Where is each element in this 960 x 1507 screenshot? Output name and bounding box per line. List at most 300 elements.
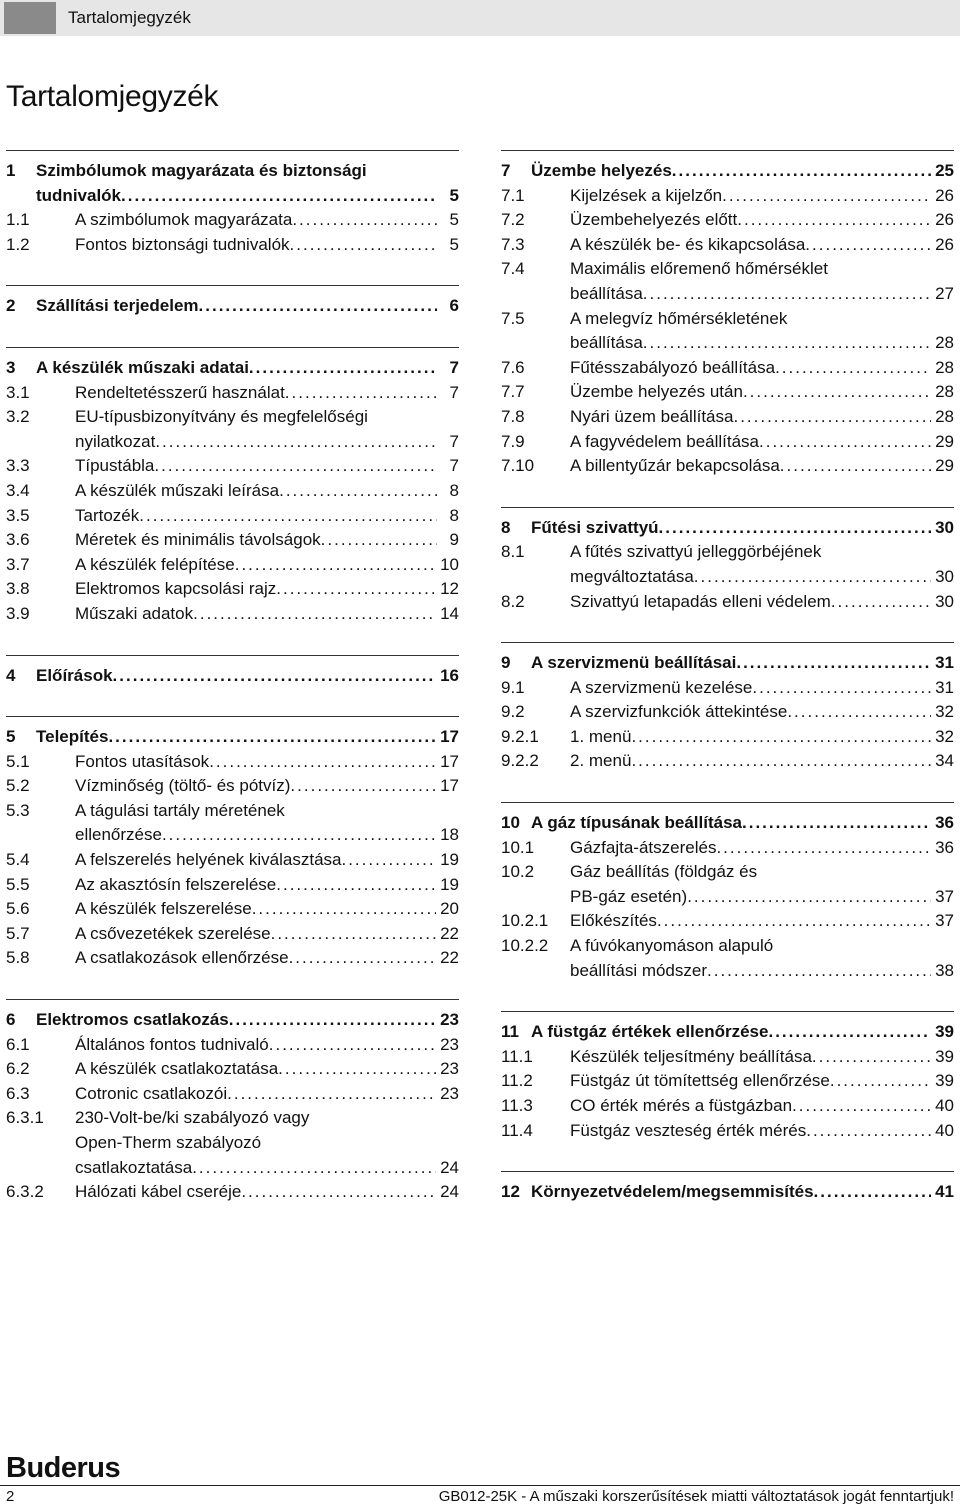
toc-entry-number: 1.2 [6,234,30,254]
toc-subsection-entry[interactable] [6,1180,459,1205]
toc-entry-title-wrap [75,873,436,898]
toc-subsection-entry[interactable] [501,725,954,750]
toc-entry-title: Elektromos kapcsolási rajz [75,579,277,599]
toc-entry-title: Fűtésszabályozó beállítása [570,357,776,377]
toc-dot-leader [806,1119,931,1144]
toc-page-number: 30 [935,591,954,611]
toc-entry-number: 5 [6,727,16,747]
toc-dot-leader [271,922,436,947]
toc-subsection-entry[interactable] [6,897,459,922]
toc-entry-title: Üzembehelyezés előtt [570,210,738,230]
toc-subsection-entry[interactable] [501,405,954,430]
toc-subsection-entry[interactable] [501,1045,954,1070]
toc-entry-number: 11.4 [501,1120,533,1140]
toc-entry-title-wrap [570,1119,931,1144]
toc-entry-number: 11.3 [501,1096,533,1115]
toc-entry-title-wrap [570,909,931,934]
toc-entry-title: Gáz beállítás (földgáz és [570,862,758,882]
toc-entry-title: A készülék be- és kikapcsolása [570,234,806,254]
toc-dot-leader [269,1033,436,1058]
toc-entry-title: Cotronic csatlakozói [75,1083,228,1103]
toc-section [6,716,459,971]
toc-entry-number: 3.9 [6,603,30,623]
toc-entry-title-wrap [75,799,437,824]
toc-dot-leader [672,159,931,184]
toc-subsection-entry[interactable] [6,1033,459,1058]
toc-subsection-entry[interactable] [6,1156,459,1181]
toc-subsection-entry[interactable] [6,1106,459,1131]
toc-page-number: 17 [440,776,459,796]
toc-entry-title: EU-típusbizonyítvány és megfelelőségi [75,407,368,427]
toc-dot-leader [814,1180,932,1205]
toc-page-number: 26 [935,210,954,230]
toc-entry-number: 7.1 [501,185,525,205]
toc-entry-number: 10 [501,813,520,833]
toc-page-number: 23 [440,1010,459,1030]
toc-dot-leader [209,750,436,775]
toc-entry-title-wrap [75,208,437,233]
toc-dot-leader [736,651,931,676]
toc-subsection-entry[interactable] [6,233,459,258]
toc-subsection-entry[interactable] [6,1082,459,1107]
header-marker [4,2,56,34]
toc-entry-number: 3.2 [6,407,30,427]
toc-subsection-entry[interactable] [6,922,459,947]
toc-entry-title: tudnivalók [36,185,122,205]
toc-dot-leader [139,504,437,529]
toc-entry-title-wrap [570,540,932,565]
toc-entry-number: 6.3.1 [6,1108,44,1128]
toc-entry-title: Általános fontos tudnivaló [75,1034,269,1054]
toc-entry-title-wrap [570,934,932,959]
toc-subsection-entry[interactable] [6,430,459,455]
toc-entry-title: Hálózati kábel cseréje [75,1182,242,1202]
toc-page-number: 5 [449,234,459,254]
toc-entry-number: 7 [501,161,511,180]
toc-entry-title: A szervizmenü beállításai [531,653,737,673]
toc-entry-title: A szervizmenü kezelése [570,677,753,697]
toc-page-number: 14 [440,603,459,623]
toc-page-number: 6 [449,296,459,316]
toc-entry-title: A füstgáz értékek ellenőrzése [531,1022,769,1042]
toc-dot-leader [121,184,437,209]
toc-entry-number: 4 [6,665,16,685]
toc-entry-title: csatlakoztatása [75,1157,193,1177]
toc-subsection-entry[interactable] [6,873,459,898]
section-gap [6,971,459,999]
toc-entry-title-wrap [570,208,931,233]
toc-entry-number: 9.2 [501,702,525,722]
toc-section [501,642,954,774]
toc-entry-title: Füstgáz út tömítettség ellenőrzése [570,1071,830,1091]
toc-dot-leader [192,1156,436,1181]
toc-entry-title: Előkészítés [570,911,657,931]
toc-entry-number: 6 [6,1010,16,1030]
toc-entry-title-wrap [36,159,437,184]
section-gap [6,257,459,285]
toc-entry-title-wrap [570,1045,931,1070]
toc-subsection-entry[interactable] [501,233,954,258]
toc-dot-leader [743,380,931,405]
toc-subsection-entry[interactable] [501,356,954,381]
section-gap [501,479,954,507]
toc-subsection-entry[interactable] [501,307,954,332]
toc-page-number: 22 [440,923,459,943]
toc-chapter-entry[interactable] [501,159,954,184]
toc-entry-title-wrap [570,860,932,885]
toc-dot-leader [285,381,437,406]
toc-entry-title: Rendeltetésszerű használat [75,382,285,402]
toc-subsection-entry[interactable] [501,1119,954,1144]
toc-entry-title: A fúvókanyomáson alapuló [570,936,774,956]
toc-entry-number: 3.1 [6,382,30,402]
toc-entry-title-wrap [75,233,437,258]
toc-entry-number: 7.8 [501,406,525,426]
toc-page-number: 24 [440,1157,459,1177]
toc-chapter-entry[interactable] [501,1020,954,1045]
toc-subsection-entry[interactable] [501,836,954,861]
toc-page-number: 30 [935,517,954,537]
toc-subsection-entry[interactable] [6,946,459,971]
toc-subsection-entry[interactable] [501,331,954,356]
toc-subsection-entry[interactable] [501,885,954,910]
toc-dot-leader [341,848,436,873]
toc-entry-title-wrap [570,430,931,455]
footer-divider [0,1485,960,1486]
toc-entry-number: 10.2.2 [501,936,549,956]
toc-entry-title: Maximális előremenő hőmérséklet [570,259,828,279]
toc-page-number: 31 [935,653,954,673]
toc-dot-leader [787,700,931,725]
toc-section [6,347,459,627]
toc-subsection-entry[interactable] [501,380,954,405]
toc-entry-number: 7.4 [501,259,525,279]
toc-entry-title: A szervizfunkciók áttekintése [570,702,788,722]
toc-page-number: 28 [935,382,954,402]
toc-subsection-entry[interactable] [6,823,459,848]
toc-dot-leader [278,1057,436,1082]
section-gap [6,319,459,347]
toc-subsection-entry[interactable] [501,934,954,959]
toc-entry-title-wrap [75,577,436,602]
toc-page-number: 18 [440,825,459,845]
toc-subsection-entry[interactable] [501,959,954,984]
toc-chapter-entry[interactable] [6,356,459,381]
toc-entry-title-wrap [75,750,436,775]
toc-page-number: 24 [440,1182,459,1202]
toc-entry-title: A készülék csatlakoztatása [75,1059,279,1079]
toc-entry-number: 8.1 [501,542,525,562]
toc-chapter-entry[interactable] [501,651,954,676]
toc-entry-title-wrap [75,504,437,529]
toc-page-number: 8 [449,505,459,525]
toc-section [501,802,954,983]
toc-entry-title: 1. menü [570,726,632,746]
toc-chapter-entry[interactable] [6,159,459,184]
toc-page-number: 32 [935,726,954,746]
toc-entry-title-wrap [75,553,436,578]
toc-entry-number: 12 [501,1182,520,1202]
toc-dot-leader [759,430,931,455]
toc-entry-number: 11 [501,1022,519,1042]
toc-dot-leader [830,1069,931,1094]
toc-subsection-entry[interactable] [6,1057,459,1082]
toc-entry-title: beállítása [570,283,643,303]
toc-entry-title-wrap [75,405,437,430]
toc-entry-title-wrap [75,897,436,922]
toc-entry-number: 5.1 [6,751,30,771]
toc-page-number: 26 [935,185,954,205]
toc-subsection-entry[interactable] [6,1131,459,1156]
toc-entry-title: Az akasztósín felszerelése [75,874,277,894]
toc-page-number: 37 [935,886,954,906]
toc-subsection-entry[interactable] [6,553,459,578]
toc-subsection-entry[interactable] [501,676,954,701]
toc-page-number: 17 [440,727,459,747]
toc-subsection-entry[interactable] [501,565,954,590]
toc-entry-title: Környezetvédelem/megsemmisítés [531,1182,814,1202]
toc-entry-title-wrap [36,664,436,689]
toc-page-number: 29 [935,431,954,451]
toc-page-number: 36 [935,837,954,857]
toc-entry-number: 1 [6,161,16,180]
toc-subsection-entry[interactable] [501,860,954,885]
toc-entry-number: 2 [6,296,16,316]
toc-dot-leader [812,1045,931,1070]
toc-subsection-entry[interactable] [501,430,954,455]
toc-page-number: 38 [935,960,954,980]
toc-section [6,150,459,257]
toc-page-number: 28 [935,406,954,426]
toc-entry-title-wrap [36,184,437,209]
toc-entry-number: 1.1 [6,210,30,230]
toc-entry-title-wrap [570,184,931,209]
toc-dot-leader [768,1020,931,1045]
header-bar [0,0,960,36]
toc-entry-title: Kijelzések a kijelzőn [570,185,723,205]
toc-subsection-entry[interactable] [6,750,459,775]
toc-page-number: 28 [935,357,954,377]
toc-entry-title: Elektromos csatlakozás [36,1010,229,1030]
toc-subsection-entry[interactable] [501,454,954,479]
toc-dot-leader [775,356,931,381]
toc-right-column [501,150,954,1205]
toc-entry-title: Üzembe helyezés után [570,382,743,402]
toc-subsection-entry[interactable] [501,257,954,282]
toc-subsection-entry[interactable] [501,540,954,565]
section-gap [6,627,459,655]
toc-page-number: 22 [440,948,459,968]
toc-page-number: 7 [449,382,459,402]
toc-dot-leader [631,725,931,750]
toc-entry-number: 8.2 [501,591,525,611]
toc-entry-title: Méretek és minimális távolságok [75,530,321,550]
toc-dot-leader [694,565,931,590]
footer-notice: GB012-25K - A műszaki korszerűsítések miatti változtatások jogát fenntartjuk! [438,1488,954,1505]
toc-page-number: 27 [935,283,954,303]
toc-entry-number: 5.4 [6,850,30,870]
toc-entry-title-wrap [570,257,932,282]
toc-subsection-entry[interactable] [6,454,459,479]
toc-chapter-entry[interactable] [6,184,459,209]
toc-entry-title-wrap [75,602,436,627]
toc-entry-title-wrap [570,405,931,430]
toc-subsection-entry[interactable] [501,184,954,209]
toc-page-number: 5 [449,210,459,230]
toc-subsection-entry[interactable] [6,602,459,627]
toc-dot-leader [657,909,931,934]
toc-page-number: 39 [935,1046,954,1066]
toc-dot-leader [154,454,437,479]
buderus-logo: Buderus [6,1452,121,1484]
toc-chapter-entry[interactable] [501,811,954,836]
toc-entry-title: megváltoztatása [570,566,694,586]
toc-dot-leader [276,577,436,602]
toc-entry-title: Üzembe helyezés [531,161,672,180]
toc-entry-number: 5.7 [6,923,30,943]
toc-section [501,1171,954,1205]
page-title: Tartalomjegyzék [6,80,219,113]
toc-page-number: 25 [935,161,954,180]
toc-entry-number: 3 [6,357,16,377]
toc-subsection-entry[interactable] [6,528,459,553]
toc-entry-title: 230-Volt-be/ki szabályozó vagy [75,1108,310,1128]
toc-subsection-entry[interactable] [501,590,954,615]
section-gap [501,983,954,1011]
toc-dot-leader [292,208,437,233]
toc-chapter-entry[interactable] [501,1180,954,1205]
toc-entry-title-wrap [570,749,931,774]
toc-entry-number: 7.5 [501,308,525,328]
toc-entry-number: 10.2.1 [501,911,549,931]
toc-entry-title-wrap [36,356,437,381]
toc-entry-title: A szimbólumok magyarázata [75,210,293,230]
toc-entry-title-wrap [570,307,932,332]
toc-entry-title-wrap [570,700,931,725]
toc-entry-title-wrap [531,159,931,184]
toc-subsection-entry[interactable] [501,208,954,233]
toc-subsection-entry[interactable] [501,1069,954,1094]
toc-page-number: 16 [440,665,459,685]
toc-entry-number: 6.1 [6,1034,30,1054]
toc-entry-number: 3.3 [6,456,30,476]
toc-subsection-entry[interactable] [6,208,459,233]
toc-chapter-entry[interactable] [501,516,954,541]
toc-subsection-entry[interactable] [6,774,459,799]
toc-dot-leader [722,184,931,209]
toc-entry-number: 10.1 [501,837,535,857]
toc-chapter-entry[interactable] [6,294,459,319]
toc-entry-number: 3.7 [6,554,30,574]
toc-entry-title-wrap [570,1094,931,1119]
toc-dot-leader [252,897,436,922]
toc-subsection-entry[interactable] [501,700,954,725]
toc-dot-leader [279,479,437,504]
toc-dot-leader [631,749,931,774]
toc-entry-title-wrap [36,725,436,750]
toc-entry-title-wrap [570,1069,931,1094]
toc-section [501,1011,954,1143]
toc-page-number: 10 [440,554,459,574]
page-number: 2 [6,1488,15,1505]
toc-entry-number: 9.2.2 [501,751,539,771]
toc-entry-number: 5.2 [6,776,30,796]
toc-subsection-entry[interactable] [501,1094,954,1119]
toc-entry-title: Típustábla [75,456,155,476]
toc-entry-number: 3.8 [6,579,30,599]
toc-chapter-entry[interactable] [6,664,459,689]
toc-subsection-entry[interactable] [6,799,459,824]
toc-entry-title: Szivattyú letapadás elleni védelem [570,591,831,611]
toc-dot-leader [235,553,436,578]
toc-subsection-entry[interactable] [6,848,459,873]
toc-left-column [6,150,459,1205]
toc-entry-number: 3.6 [6,530,30,550]
section-gap [501,1143,954,1171]
toc-entry-title: A készülék felszerelése [75,899,252,919]
toc-entry-number: 9.1 [501,677,525,697]
toc-subsection-entry[interactable] [501,749,954,774]
section-gap [501,774,954,802]
toc-entry-title-wrap [531,811,931,836]
toc-entry-title: ellenőrzése [75,825,162,845]
toc-entry-number: 11.1 [501,1046,533,1066]
toc-entry-title-wrap [531,1180,931,1205]
toc-page-number: 36 [935,813,954,833]
toc-entry-title: PB-gáz esetén) [570,886,688,906]
toc-page-number: 7 [449,357,459,377]
toc-dot-leader [831,590,931,615]
toc-entry-title: A készülék műszaki adatai [36,357,249,377]
toc-entry-title: nyilatkozat [75,431,156,451]
toc-entry-title-wrap [75,1033,436,1058]
toc-subsection-entry[interactable] [6,381,459,406]
toc-chapter-entry[interactable] [6,725,459,750]
toc-section [6,999,459,1205]
section-gap [6,688,459,716]
toc-page-number: 5 [449,185,459,205]
toc-subsection-entry[interactable] [6,577,459,602]
toc-page-number: 23 [440,1059,459,1079]
toc-entry-number: 3.5 [6,505,30,525]
toc-page-number: 28 [935,333,954,353]
toc-entry-number: 6.2 [6,1059,30,1079]
toc-dot-leader [737,208,931,233]
toc-page-number: 7 [449,431,459,451]
toc-subsection-entry[interactable] [6,504,459,529]
toc-page-number: 8 [449,480,459,500]
toc-dot-leader [687,885,931,910]
toc-chapter-entry[interactable] [6,1008,459,1033]
toc-entry-title: Előírások [36,665,113,685]
toc-dot-leader [707,959,931,984]
toc-entry-title: Fűtési szivattyú [531,517,659,537]
toc-page-number: 9 [449,530,459,550]
toc-subsection-entry[interactable] [501,909,954,934]
toc-dot-leader [108,725,436,750]
toc-entry-title-wrap [75,1106,437,1131]
toc-entry-title-wrap [36,294,437,319]
toc-entry-title: A melegvíz hőmérsékletének [570,308,788,328]
toc-subsection-entry[interactable] [6,479,459,504]
toc-entry-number: 8 [501,517,511,537]
toc-dot-leader [321,528,437,553]
toc-entry-title: Szimbólumok magyarázata és biztonsági [36,161,367,180]
toc-entry-title-wrap [75,823,436,848]
toc-subsection-entry[interactable] [501,282,954,307]
toc-entry-title: Fontos utasítások [75,751,210,771]
toc-subsection-entry[interactable] [6,405,459,430]
